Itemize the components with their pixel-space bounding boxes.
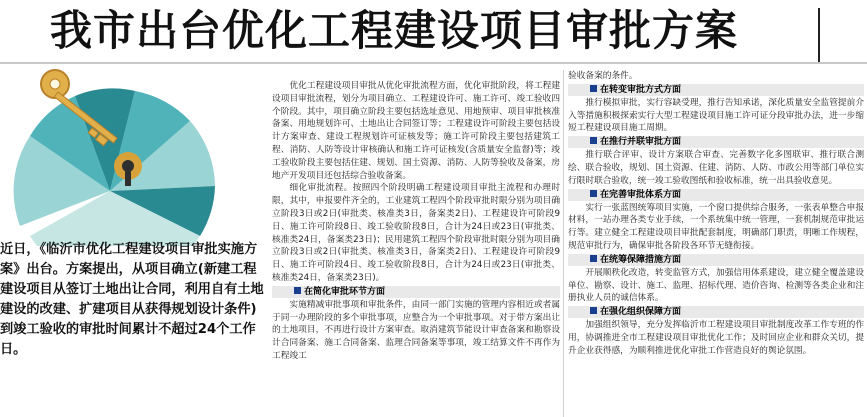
column-divider xyxy=(563,70,564,417)
section-body: 实施精减审批事项和审批条件，由同一部门实施的管理内容相近或者属于同一办理阶段的多个审批事项，应整合为一个审批事项。对于带方案出让的土地项目，不再进行设计方案审查。取消建筑节能设计审查备案和勘察设计合同备案、施工合同备案、监理合同备案等事项，竣工结算文件不再作为工程竣工 xyxy=(272,299,560,361)
body-column-2 xyxy=(568,70,864,358)
section-body: 推行联合评审、设计方案联合审查、完善数字化多图联审、推行联合测绘、联合验收，规划、国土资源、住建、消防、人防、市政公用等部门单位实行限时联合验收，统一竣工验收图纸和验收标准，统一出具验收意见。 xyxy=(568,150,864,186)
square-bullet-icon xyxy=(590,137,597,144)
square-bullet-icon xyxy=(590,190,597,197)
square-bullet-icon xyxy=(590,307,597,314)
section-heading: 在简化审批环节方面 xyxy=(272,286,560,298)
key-illustration xyxy=(0,66,270,246)
section-heading: 在强化组织保障方面 xyxy=(568,306,864,318)
section-body: 加强组织领导，充分发挥临沂市工程建设项目审批制度改革工作专班的作用，协调推进全市工程建设项目审批优化工作；及时回应企业和群众关切，提升企业获得感，为顺利推进优化审批工作营造良好的舆论氛围。 xyxy=(568,320,864,356)
section-body: 实行一张蓝图统筹项目实施，一个窗口提供综合服务，一张表单整合申报材料，一站办理各类专业手续，一个系统集中统一管理，一套机制规范审批运行等。建立健全工程建设项目审批配套制度，明确部门职责，明晰工作规程，规范审批行为，确保审批各阶段各环节无缝衔接。 xyxy=(568,202,864,251)
square-bullet-icon xyxy=(294,287,301,294)
section-body: 开展顺秩化改造，转变监管方式，加强信用体系建设，建立健全覆盖建设单位、勘察、设计、施工、监理、招标代理、造价咨询、检测等各类企业和注册执业人员的诚信体系。 xyxy=(568,267,864,304)
body-column-1 xyxy=(272,80,560,363)
headline: 我市出台优化工程建设项目审批方案 xyxy=(50,6,739,55)
square-bullet-icon xyxy=(590,255,597,262)
divider xyxy=(0,62,867,64)
body-paragraph: 验收备案的条件。 xyxy=(568,71,638,81)
body-paragraph: 优化工程建设项目审批从优化审批流程方面，优化审批阶段，将工程建设项目审批流程，划分为项目确立、工程建设许可、施工许可、竣工验收四个阶段。其中，项目确立阶段主要包括选址意见、用地预审、项目审批核准备案、用地规划许可、土地出让合同签订等；工程建设许可阶段主要包括设计方案审查、建设工程规划许可证核发等；施工许可阶段主要包括建筑工程、消防、人防等设计审核确认和施工许可证核发(含质量安全监督)等；竣工验收阶段主要包括住建、规划、国土资源、消防、人防等验收及备案，房地产开发项目还包括综合验收备案。 xyxy=(272,81,560,181)
text-cursor xyxy=(818,8,820,62)
section-heading: 在转变审批方式方面 xyxy=(568,84,864,96)
section-heading: 在完善审批体系方面 xyxy=(568,189,864,201)
square-bullet-icon xyxy=(590,85,597,92)
section-heading: 在推行并联审批方面 xyxy=(568,136,864,148)
section-body: 推行模拟审批，实行容缺受理，推行告知承诺，深化质量安全监管提前介入等措施积极探索实行大型工程建设项目施工许可证分段审批办法，进一步缩短工程建设项目施工周期。 xyxy=(568,97,864,134)
body-paragraph: 细化审批流程。按照四个阶段明确工程建设项目审批主流程和办理时限，其中，申报要件齐全的，工业建筑工程四个阶段审批时限分别为项目确立阶段3日或2日(审批类、核准类3日，备案类2日)、工程建设许可阶段9日、施工许可阶段8日、竣工验收阶段8日，合计为24日或23日(审批类、核准类24日，备案类23日)；民用建筑工程四个阶段审批时限分别为项目确立阶段3日或2日(审批类、核准类3日，备案类2日)、工程建设许可阶段9日、施工许可阶段4日、竣工验收阶段8日，合计为24日或23日(审批类、核准类24日，备案类23日)。 xyxy=(272,183,560,283)
lead-paragraph: 近日，《临沂市优化工程建设项目审批实施方案》出台。方案提出，从项目确立(新建工程建设项目从签订土地出让合同，利用自有土地建设的改建、扩建项目从获得规划设计条件)到竣工验收的审批时间累计不超过24个工作日。 xyxy=(0,242,264,357)
section-heading: 在统筹保障措施方面 xyxy=(568,254,864,266)
